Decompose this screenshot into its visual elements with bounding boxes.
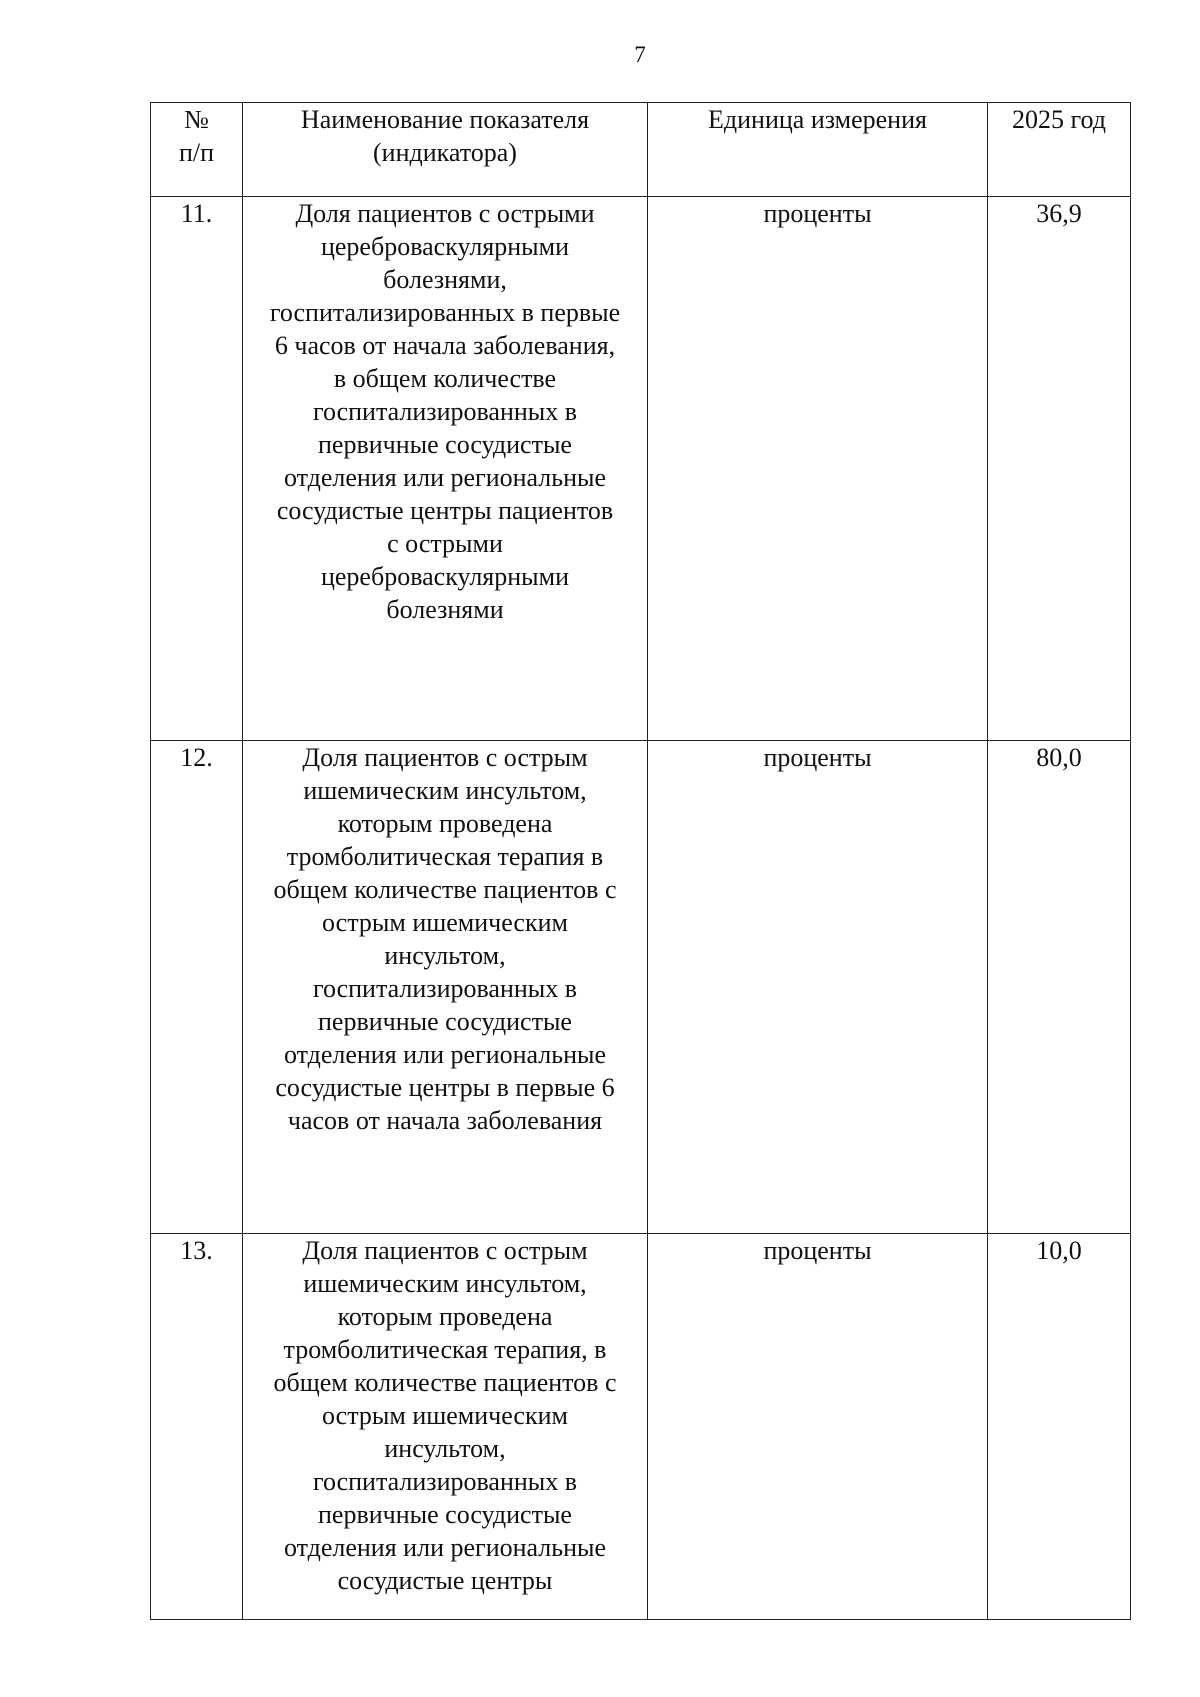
table-row: [151, 197, 1131, 741]
indicator-name-line: которым проведена: [337, 809, 553, 838]
indicator-name-line: общем количестве пациентов с: [273, 1368, 617, 1397]
indicator-name-line: 6 часов от начала заболевания,: [274, 331, 616, 360]
row-number: 13.: [151, 1234, 243, 1620]
indicator-name-line: ишемическим инсультом,: [303, 776, 587, 805]
indicator-name-line: сосудистые центры в первые 6: [275, 1073, 615, 1102]
row-value: 36,9: [988, 197, 1131, 741]
header-year: 2025 год: [988, 103, 1131, 197]
header-number-line: п/п: [178, 138, 215, 167]
indicator-name-line: тромболитическая терапия в: [286, 842, 604, 871]
indicator-name-line: инсультом,: [384, 941, 506, 970]
header-number-line: №: [184, 105, 209, 134]
indicator-name-line: отделения или региональные: [283, 1040, 607, 1069]
row-unit: проценты: [648, 741, 988, 1234]
indicator-name-line: отделения или региональные: [283, 463, 607, 492]
indicator-name-line: в общем количестве: [333, 364, 557, 393]
row-indicator-name: [243, 741, 648, 1234]
header-name-line: (индикатора): [373, 138, 517, 167]
row-unit: проценты: [648, 197, 988, 741]
indicator-name-line: первичные сосудистые: [318, 430, 572, 459]
row-indicator-name: [243, 197, 648, 741]
indicator-name-line: острым ишемическим: [322, 908, 568, 937]
indicator-name-line: которым проведена: [337, 1302, 553, 1331]
header-name-line: Наименование показателя: [300, 105, 590, 134]
indicator-name-line: с острыми: [387, 529, 503, 558]
indicator-name-line: часов от начала заболевания: [287, 1106, 603, 1135]
indicator-name-line: госпитализированных в: [312, 397, 578, 426]
row-number: 11.: [151, 197, 243, 741]
table-header-row: [151, 103, 1131, 197]
indicator-name-line: Доля пациентов с острым: [302, 743, 588, 772]
indicator-name-line: сосудистые центры пациентов: [276, 496, 614, 525]
indicator-name-line: тромболитическая терапия, в: [283, 1335, 607, 1364]
table-row: [151, 1234, 1131, 1620]
indicator-name-line: ишемическим инсультом,: [303, 1269, 587, 1298]
indicator-name-line: болезнями: [386, 595, 504, 624]
row-indicator-name: [243, 1234, 648, 1620]
indicator-name-line: первичные сосудистые: [318, 1500, 572, 1529]
indicator-name-line: госпитализированных в первые: [269, 298, 621, 327]
indicator-name-line: острым ишемическим: [322, 1401, 568, 1430]
header-indicator-name: [243, 103, 648, 197]
indicator-name-line: инсультом,: [384, 1434, 506, 1463]
row-number: 12.: [151, 741, 243, 1234]
row-unit: проценты: [648, 1234, 988, 1620]
indicators-table: [150, 102, 1131, 1620]
row-value: 10,0: [988, 1234, 1131, 1620]
indicator-name-line: цереброваскулярными: [320, 232, 570, 261]
indicator-name-line: Доля пациентов с острыми: [295, 199, 595, 228]
indicator-name-line: госпитализированных в: [312, 1467, 578, 1496]
indicator-name-line: сосудистые центры: [337, 1566, 553, 1595]
indicator-name-line: первичные сосудистые: [318, 1007, 572, 1036]
indicator-name-line: отделения или региональные: [283, 1533, 607, 1562]
header-number: [151, 103, 243, 197]
indicator-name-line: госпитализированных в: [312, 974, 578, 1003]
indicator-name-line: общем количестве пациентов с: [273, 875, 617, 904]
table-row: [151, 741, 1131, 1234]
indicator-name-line: Доля пациентов с острым: [302, 1236, 588, 1265]
page-number: 7: [634, 42, 646, 67]
row-value: 80,0: [988, 741, 1131, 1234]
indicator-name-line: болезнями,: [383, 265, 507, 294]
header-unit: Единица измерения: [648, 103, 988, 197]
indicator-name-line: цереброваскулярными: [320, 562, 570, 591]
